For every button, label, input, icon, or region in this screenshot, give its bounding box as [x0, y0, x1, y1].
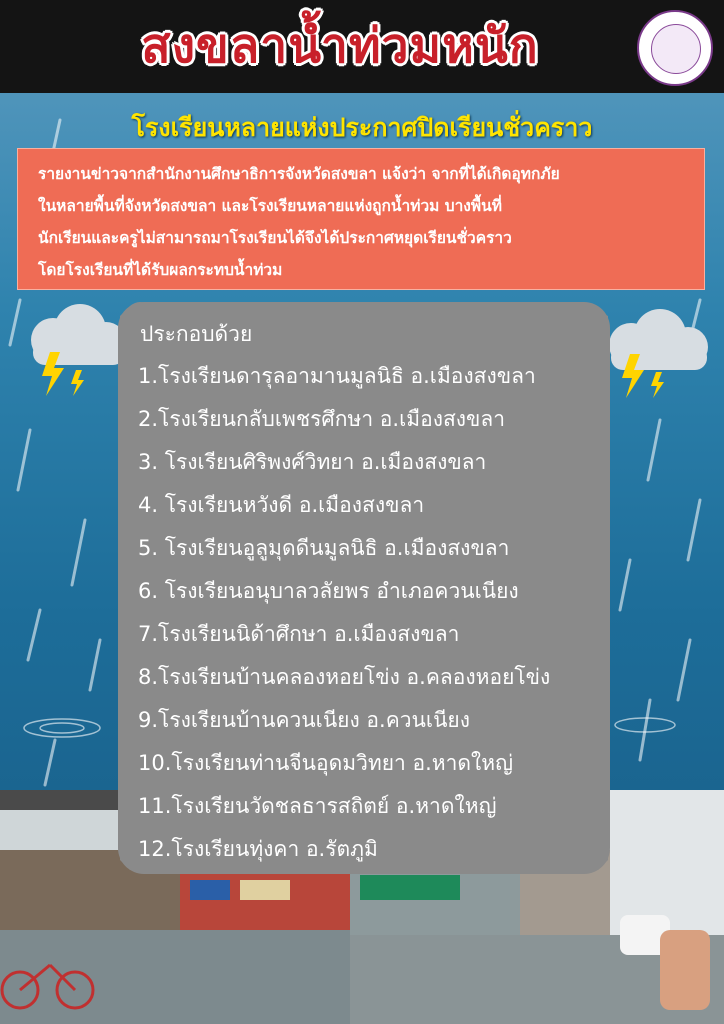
list-item: 1.โรงเรียนดารุลอามานมูลนิธิ อ.เมืองสงขลา [138, 364, 536, 388]
list-item: 6. โรงเรียนอนุบาลวลัยพร อำเภอควนเนียง [138, 579, 519, 603]
list-item: 3. โรงเรียนศิริพงศ์วิทยา อ.เมืองสงขลา [138, 450, 487, 474]
page-title: สงขลาน้ำท่วมหนัก [141, 18, 539, 74]
lightning-icon [38, 350, 98, 400]
list-item: 5. โรงเรียนอูลูมุดดีนมูลนิธิ อ.เมืองสงขลา [138, 536, 510, 560]
list-item: 9.โรงเรียนบ้านควนเนียง อ.ควนเนียง [138, 708, 470, 732]
list-item: 8.โรงเรียนบ้านคลองหอยโข่ง อ.คลองหอยโข่ง [138, 665, 551, 689]
list-item: 10.โรงเรียนท่านจีนอุดมวิทยา อ.หาดใหญ่ [138, 751, 514, 775]
news-line-2: ในหลายพื้นที่จังหวัดสงขลา และโรงเรียนหลายแห่งถูกน้ำท่วม บางพื้นที่ [38, 197, 502, 215]
news-line-3: นักเรียนและครูไม่สามารถมาโรงเรียนได้จึงได้ประกาศหยุดเรียนชั่วคราว [38, 229, 512, 247]
list-item: 2.โรงเรียนกลับเพชรศึกษา อ.เมืองสงขลา [138, 407, 506, 431]
news-line-1: รายงานข่าวจากสำนักงานศึกษาธิการจังหวัดสงขลา แจ้งว่า จากที่ได้เกิดอุทกภัย [38, 165, 560, 183]
list-item: 4. โรงเรียนหวังดี อ.เมืองสงขลา [138, 493, 425, 517]
lightning-icon [618, 352, 678, 402]
page-subtitle: โรงเรียนหลายแห่งประกาศปิดเรียนชั่วคราว [131, 113, 593, 142]
list-item: 7.โรงเรียนนิด้าศึกษา อ.เมืองสงขลา [138, 622, 460, 646]
seal-emblem [651, 24, 701, 74]
list-heading: ประกอบด้วย [140, 322, 253, 346]
news-line-4: โดยโรงเรียนที่ได้รับผลกระทบน้ำท่วม [38, 261, 283, 279]
list-item: 12.โรงเรียนทุ่งคา อ.รัตภูมิ [138, 837, 378, 861]
header-bar [0, 0, 724, 93]
seal-logo [637, 10, 713, 86]
list-item: 11.โรงเรียนวัดชลธารสถิตย์ อ.หาดใหญ่ [138, 794, 497, 818]
news-box [17, 148, 705, 290]
